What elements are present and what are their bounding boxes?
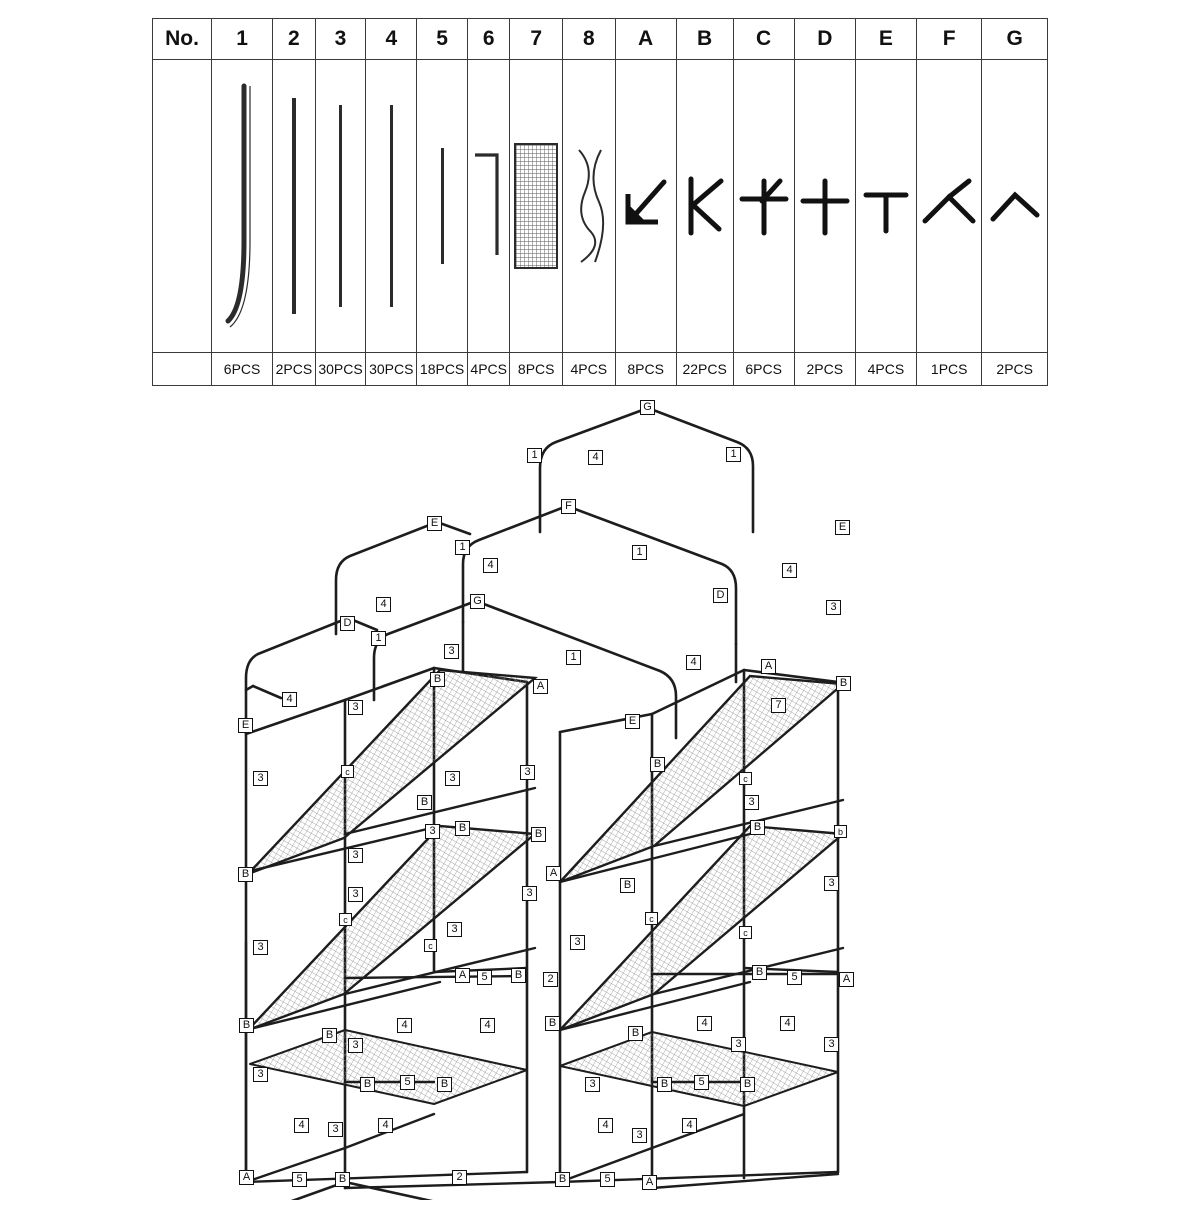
parts-quantity-b: 22PCS [676, 353, 733, 386]
parts-table-header-5: 5 [417, 19, 468, 60]
callout-tag: G [640, 400, 655, 415]
callout-tag: 2 [543, 972, 558, 987]
callout-tag: 4 [480, 1018, 495, 1033]
parts-quantity-c: 6PCS [733, 353, 794, 386]
parts-quantity-6: 4PCS [467, 353, 509, 386]
parts-table-header-8: 8 [563, 19, 616, 60]
part-figure-4 [366, 60, 417, 353]
callout-tag: B [555, 1172, 570, 1187]
parts-table-header-d: D [794, 19, 855, 60]
angle-bracket-icon [471, 151, 507, 261]
short-straight-pole-icon [432, 146, 452, 266]
parts-table-header-no: No. [153, 19, 212, 60]
parts-table-header-e: E [855, 19, 916, 60]
callout-tag: 1 [566, 650, 581, 665]
connector-f-icon [919, 175, 979, 237]
callout-tag: B [430, 672, 445, 687]
callout-tag: c [739, 772, 752, 785]
cover-sheet-icon [565, 146, 613, 266]
callout-tag: B [531, 827, 546, 842]
part-figure-d [794, 60, 855, 353]
parts-table-header-a: A [615, 19, 676, 60]
parts-quantity-7: 8PCS [510, 353, 563, 386]
callout-tag: 1 [455, 540, 470, 555]
callout-tag: 4 [483, 558, 498, 573]
callout-tag: B [620, 878, 635, 893]
curved-pole-icon [214, 81, 270, 331]
callout-tag: 3 [348, 700, 363, 715]
connector-b-icon [679, 175, 731, 237]
callout-tag: c [341, 765, 354, 778]
part-figure-g [982, 60, 1048, 353]
callout-tag: 2 [452, 1170, 467, 1185]
callout-tag: D [713, 588, 728, 603]
callout-tag: B [740, 1077, 755, 1092]
connector-e-icon [858, 175, 914, 237]
callout-tag: 3 [425, 824, 440, 839]
callout-tag: B [752, 965, 767, 980]
parts-quantity-g: 2PCS [982, 353, 1048, 386]
assembly-diagram [0, 382, 1200, 1200]
connector-g-icon [985, 175, 1045, 237]
callout-tag: A [533, 679, 548, 694]
parts-quantity-f: 1PCS [916, 353, 981, 386]
parts-quantity-a: 8PCS [615, 353, 676, 386]
callout-tag: 4 [282, 692, 297, 707]
callout-tag: 1 [632, 545, 647, 560]
callout-tag: 5 [694, 1075, 709, 1090]
parts-table-header-2: 2 [273, 19, 315, 60]
callout-tag: B [455, 821, 470, 836]
callout-tag: 7 [771, 698, 786, 713]
medium-straight-pole-icon [330, 103, 350, 309]
callout-tag: A [839, 972, 854, 987]
callout-tag: A [761, 659, 776, 674]
parts-quantity-5: 18PCS [417, 353, 468, 386]
callout-tag: 3 [731, 1037, 746, 1052]
callout-tag: 3 [744, 795, 759, 810]
part-figure-b [676, 60, 733, 353]
callout-tag: 3 [522, 886, 537, 901]
parts-figure-blank [153, 60, 212, 353]
parts-table-quantity-row [153, 353, 1048, 386]
callout-tag: B [657, 1077, 672, 1092]
callout-tag: 3 [253, 940, 268, 955]
callout-tag: 4 [780, 1016, 795, 1031]
callout-tag: 3 [348, 848, 363, 863]
part-figure-6 [467, 60, 509, 353]
callout-tag: 3 [348, 1038, 363, 1053]
callout-tag: E [835, 520, 850, 535]
callout-tag: 5 [600, 1172, 615, 1187]
callout-tag: 3 [253, 771, 268, 786]
assembly-drawing [0, 382, 1200, 1200]
parts-quantity-1: 6PCS [212, 353, 273, 386]
callout-tag: b [834, 825, 847, 838]
part-figure-8 [563, 60, 616, 353]
parts-quantity-3: 30PCS [315, 353, 366, 386]
callout-tag: 1 [726, 447, 741, 462]
callout-tag: D [340, 616, 355, 631]
callout-tag: 5 [400, 1075, 415, 1090]
parts-quantity-d: 2PCS [794, 353, 855, 386]
parts-table-header-f: F [916, 19, 981, 60]
callout-tag: 3 [253, 1067, 268, 1082]
callout-tag: E [625, 714, 640, 729]
medium-straight-pole-icon [381, 103, 401, 309]
callout-tag: c [645, 912, 658, 925]
parts-quantity-2: 2PCS [273, 353, 315, 386]
callout-tag: 1 [527, 448, 542, 463]
callout-tag: E [427, 516, 442, 531]
part-figure-1 [212, 60, 273, 353]
callout-tag: 4 [697, 1016, 712, 1031]
callout-tag: 4 [397, 1018, 412, 1033]
parts-table-header-6: 6 [467, 19, 509, 60]
callout-tag: G [470, 594, 485, 609]
callout-tag: c [739, 926, 752, 939]
parts-table-header-1: 1 [212, 19, 273, 60]
callout-tag: 5 [787, 970, 802, 985]
callout-tag: 3 [824, 1037, 839, 1052]
callout-tag: 3 [328, 1122, 343, 1137]
parts-quantity-8: 4PCS [563, 353, 616, 386]
parts-quantity-blank [153, 353, 212, 386]
part-figure-3 [315, 60, 366, 353]
callout-tag: B [545, 1016, 560, 1031]
callout-tag: A [239, 1170, 254, 1185]
callout-tag: 3 [632, 1128, 647, 1143]
callout-tag: 3 [585, 1077, 600, 1092]
callout-tag: B [360, 1077, 375, 1092]
callout-tag: B [511, 968, 526, 983]
callout-tag: 5 [477, 970, 492, 985]
callout-tag: 3 [348, 887, 363, 902]
callout-tag: 4 [588, 450, 603, 465]
callout-tag: 3 [447, 922, 462, 937]
callout-tag: 3 [445, 771, 460, 786]
parts-table-header-row [153, 19, 1048, 60]
callout-tag: 4 [682, 1118, 697, 1133]
callout-tag: 3 [520, 765, 535, 780]
callout-tag: 4 [598, 1118, 613, 1133]
callout-tag: A [546, 866, 561, 881]
callout-tag: 4 [686, 655, 701, 670]
parts-table-header-b: B [676, 19, 733, 60]
callout-tag: 3 [444, 644, 459, 659]
parts-quantity-e: 4PCS [855, 353, 916, 386]
callout-tag: F [561, 499, 576, 514]
parts-quantity-4: 30PCS [366, 353, 417, 386]
part-figure-e [855, 60, 916, 353]
connector-d-icon [797, 175, 853, 237]
part-figure-7 [510, 60, 563, 353]
callout-tag: B [628, 1026, 643, 1041]
callout-tag: 5 [292, 1172, 307, 1187]
callout-tag: 1 [371, 631, 386, 646]
connector-a-icon [618, 176, 674, 236]
callout-tag: 4 [378, 1118, 393, 1133]
parts-table-header-c: C [733, 19, 794, 60]
connector-c-icon [736, 175, 792, 237]
callout-tag: 4 [782, 563, 797, 578]
callout-tag: A [642, 1175, 657, 1190]
callout-tag: B [750, 820, 765, 835]
callout-tag: 4 [294, 1118, 309, 1133]
callout-tag: B [417, 795, 432, 810]
callout-tag: B [239, 1018, 254, 1033]
part-figure-c [733, 60, 794, 353]
parts-table-header-4: 4 [366, 19, 417, 60]
callout-tag: c [424, 939, 437, 952]
callout-tag: B [335, 1172, 350, 1187]
callout-tag: 3 [570, 935, 585, 950]
parts-table-header-7: 7 [510, 19, 563, 60]
parts-table-figure-row [153, 60, 1048, 353]
callout-tag: A [455, 968, 470, 983]
long-straight-pole-icon [284, 96, 304, 316]
parts-table-header-g: G [982, 19, 1048, 60]
callout-tag: 3 [824, 876, 839, 891]
part-figure-f [916, 60, 981, 353]
parts-table-header-3: 3 [315, 19, 366, 60]
part-figure-a [615, 60, 676, 353]
callout-tag: B [836, 676, 851, 691]
callout-tag: B [650, 757, 665, 772]
callout-tag: c [339, 913, 352, 926]
callout-tag: B [437, 1077, 452, 1092]
callout-tag: 3 [826, 600, 841, 615]
callout-tag: E [238, 718, 253, 733]
callout-tag: B [238, 867, 253, 882]
mesh-shelf-panel-icon [512, 141, 560, 271]
part-figure-2 [273, 60, 315, 353]
callout-tag: B [322, 1028, 337, 1043]
part-figure-5 [417, 60, 468, 353]
callout-tag: 4 [376, 597, 391, 612]
parts-list-table [152, 18, 1048, 386]
